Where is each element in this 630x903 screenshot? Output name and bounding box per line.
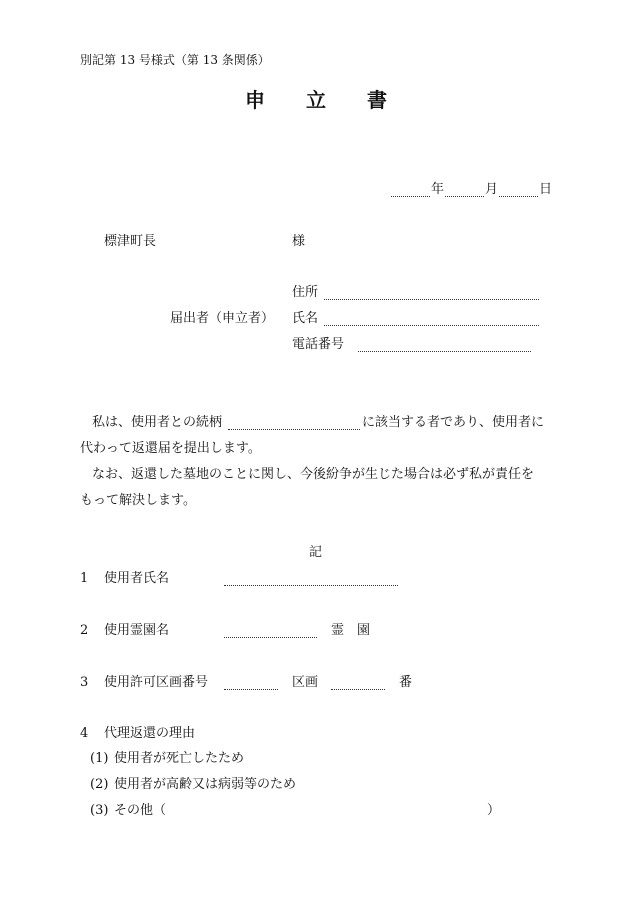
title-char-1: 申 — [245, 88, 265, 112]
declaration-p1-part2: に該当する者であり、使用者に — [362, 415, 545, 430]
address-field[interactable] — [324, 299, 539, 300]
name-field[interactable] — [324, 325, 539, 326]
month-label: 月 — [485, 182, 499, 197]
option-text: 使用者が死亡したため — [114, 751, 245, 766]
option-marker: (3) — [90, 803, 109, 818]
month-blank[interactable] — [445, 196, 484, 197]
plot-suffix: 番 — [399, 675, 413, 690]
section-field[interactable] — [224, 689, 278, 690]
close-paren: ） — [487, 803, 501, 818]
declaration-p1-line2: 代わって返還届を提出します。 — [80, 441, 261, 456]
cemetery-name-field[interactable] — [224, 637, 317, 638]
ki-heading: 記 — [309, 545, 323, 560]
phone-field[interactable] — [358, 351, 531, 352]
item-label: 使用霊園名 — [104, 623, 170, 638]
applicant-role-label: 届出者（申立者） — [170, 311, 275, 326]
option-marker: (1) — [90, 751, 109, 766]
item-number: 2 — [80, 623, 89, 638]
item-label: 代理返還の理由 — [104, 726, 196, 741]
option-marker: (2) — [90, 777, 109, 792]
title-char-3: 書 — [367, 88, 387, 112]
option-text: その他（ — [114, 803, 167, 818]
address-label: 住所 — [292, 285, 319, 300]
item-label: 使用者氏名 — [104, 571, 170, 586]
form-number: 別記第 13 号様式（第 13 条関係） — [80, 53, 270, 67]
name-label: 氏名 — [292, 311, 319, 326]
addressee-honorific: 様 — [292, 234, 306, 249]
item-label: 使用許可区画番号 — [104, 675, 209, 690]
relationship-field[interactable] — [228, 429, 360, 430]
declaration-p1-part1: 私は、使用者との続柄 — [92, 415, 223, 430]
declaration-p2-line2: もって解決します。 — [80, 493, 196, 508]
day-blank[interactable] — [499, 196, 538, 197]
option-text: 使用者が高齢又は病弱等のため — [114, 777, 297, 792]
plot-number-field[interactable] — [331, 689, 385, 690]
item-number: 4 — [80, 726, 89, 741]
year-label: 年 — [431, 182, 445, 197]
year-blank[interactable] — [391, 196, 430, 197]
day-label: 日 — [539, 182, 553, 197]
item-number: 3 — [80, 675, 89, 690]
phone-label: 電話番号 — [292, 337, 345, 352]
cemetery-suffix: 霊 園 — [331, 623, 371, 638]
item-number: 1 — [80, 571, 89, 586]
title-char-2: 立 — [306, 88, 326, 112]
user-name-field[interactable] — [224, 585, 398, 586]
section-label: 区画 — [292, 675, 319, 690]
declaration-p2-line1: なお、返還した墓地のことに関し、今後紛争が生じた場合は必ず私が責任を — [92, 467, 535, 482]
addressee-name: 標津町長 — [104, 234, 157, 249]
